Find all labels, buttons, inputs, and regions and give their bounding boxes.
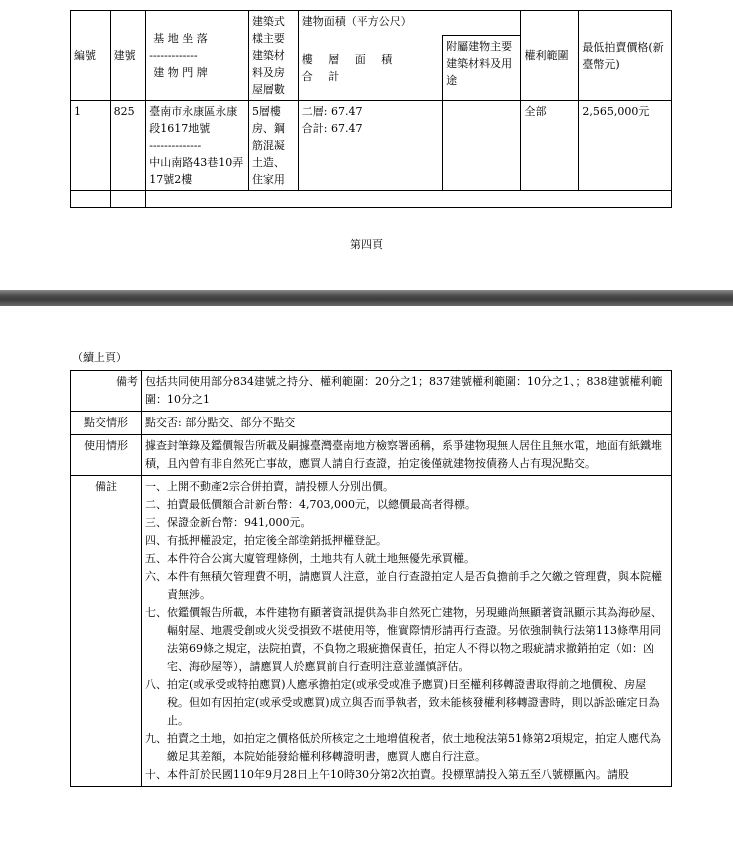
header-min-price: 最低拍賣價格(新臺幣元) [579,11,672,101]
header-location-top: 基 地 坐 落 [153,32,208,45]
handover-row [71,412,672,435]
table-row [71,101,672,191]
header-location-bottom: 建 物 門 牌 [153,66,208,79]
header-total: 合 計 [301,69,346,83]
note-item: 九、 拍賣之土地，如拍定之價格低於所核定之土地增值稅者，依土地稅法第51條第2項規定，拍定人應代為繳足其差額，本院始能發給權利移轉證明書，應買人應自行注意。 [145,732,661,763]
note-item: 三、 保證金新台幣：941,000元。 [145,516,312,529]
cell-area [298,101,442,191]
notes-label: 備註 [71,476,142,787]
property-table [70,10,672,208]
table-empty-row [71,191,672,208]
header-no: 編號 [71,11,111,101]
note-item: 八、 拍定(或承受或特拍應買)人應承擔拍定(或承受或准予應買)日至權利移轉證書取得前之地價稅、房屋稅。但如有因拍定(或承受或應買)成立與否而爭執者，致未能核發權利移轉證書時，則以訴訟確定日為止。 [145,678,660,727]
cell-annex [443,101,521,191]
table-header-row [71,11,672,36]
cell-no: 1 [71,101,111,191]
cell-location [146,101,249,191]
handover-label: 點交情形 [71,412,142,435]
notes-row [71,476,672,787]
continued-label: （續上頁） [72,351,127,364]
handover-text: 點交否: 部分點交、部分不點交 [142,412,672,435]
header-annex: 附屬建物主要建築材料及用途 [443,36,521,101]
remarks-label: 備考 [71,371,142,412]
note-item: 二、 拍賣最低價額合計新台幣：4,703,000元，以總價最高者得標。 [145,498,476,511]
header-area-title: 建物面積（平方公尺） [298,11,521,36]
remarks-row [71,371,672,412]
note-item: 七、 依鑑價報告所載，本件建物有顯著資訊提供為非自然死亡建物，另現雖尚無顯著資訊顯示其為海砂屋、輻射屋、地震受創或火災受損致不堪使用等，惟實際情形請再行查證。另依強制執行法第113條準用同法第69條之規定，法院拍賣，不負物之瑕疵擔保責任，拍定人不得以物之瑕疵請求撤銷拍定（如：凶宅、海砂屋等），請應買人於應買前自行查明注意並謹慎評估。 [145,606,662,673]
header-structure: 建築式樣主要建築材料及房屋層數 [248,11,298,101]
cell-total-area: 合計: 67.47 [301,122,363,135]
usage-row [71,435,672,476]
details-table [70,370,672,787]
cell-building-no: 825 [110,101,146,191]
header-location-sep: ------------- [149,49,198,62]
note-item: 五、 本件符合公寓大廈管理條例，土地共有人就土地無優先承買權。 [145,552,475,565]
header-building-no: 建號 [110,11,146,101]
note-item: 一、 上開不動產2宗合併拍賣，請投標人分別出價。 [145,480,394,493]
page-four [0,0,733,290]
cell-location-sep: -------------- [149,139,202,152]
usage-text: 據查封筆錄及鑑價報告所載及嗣據臺灣臺南地方檢察署函稱，系爭建物現無人居住且無水電，地面有紙鐵堆積，且內曾有非自然死亡事故，應買人請自行查證，拍定後僅就建物按債務人占有現況點交。 [142,435,672,476]
header-location [146,11,249,101]
header-floor-area [298,36,442,101]
note-item: 十、 本件訂於民國110年9月28日上午10時30分第2次拍賣。投標單請投入第五至八號標匭內。請股 [145,768,629,781]
remarks-text: 包括共同使用部分834建號之持分、權利範圍：20分之1；837建號權利範圍：10分之1、；838建號權利範圍：10分之1 [142,371,672,412]
cell-location-land: 臺南市永康區永康段1617地號 [149,105,238,135]
note-item: 六、 本件有無積欠管理費不明，請應買人注意，並自行查證拍定人是否負擔前手之欠繳之管理費，與本院權責無涉。 [145,570,662,601]
cell-structure: 5層樓房、鋼筋混凝土造、住家用 [248,101,298,191]
notes-list [142,476,672,787]
page-separator [0,290,733,306]
cell-rights: 全部 [521,101,579,191]
header-rights: 權利範圍 [521,11,579,101]
header-floor: 樓 層 面 積 [301,52,399,66]
page-five [0,306,733,862]
page-number: 第四頁 [350,238,383,251]
usage-label: 使用情形 [71,435,142,476]
cell-floor-area: 二層: 67.47 [301,105,363,118]
cell-min-price: 2,565,000元 [579,101,672,191]
cell-address: 中山南路43巷10弄17號2樓 [149,156,244,186]
note-item: 四、 有抵押權設定，拍定後全部塗銷抵押權登記。 [145,534,387,547]
